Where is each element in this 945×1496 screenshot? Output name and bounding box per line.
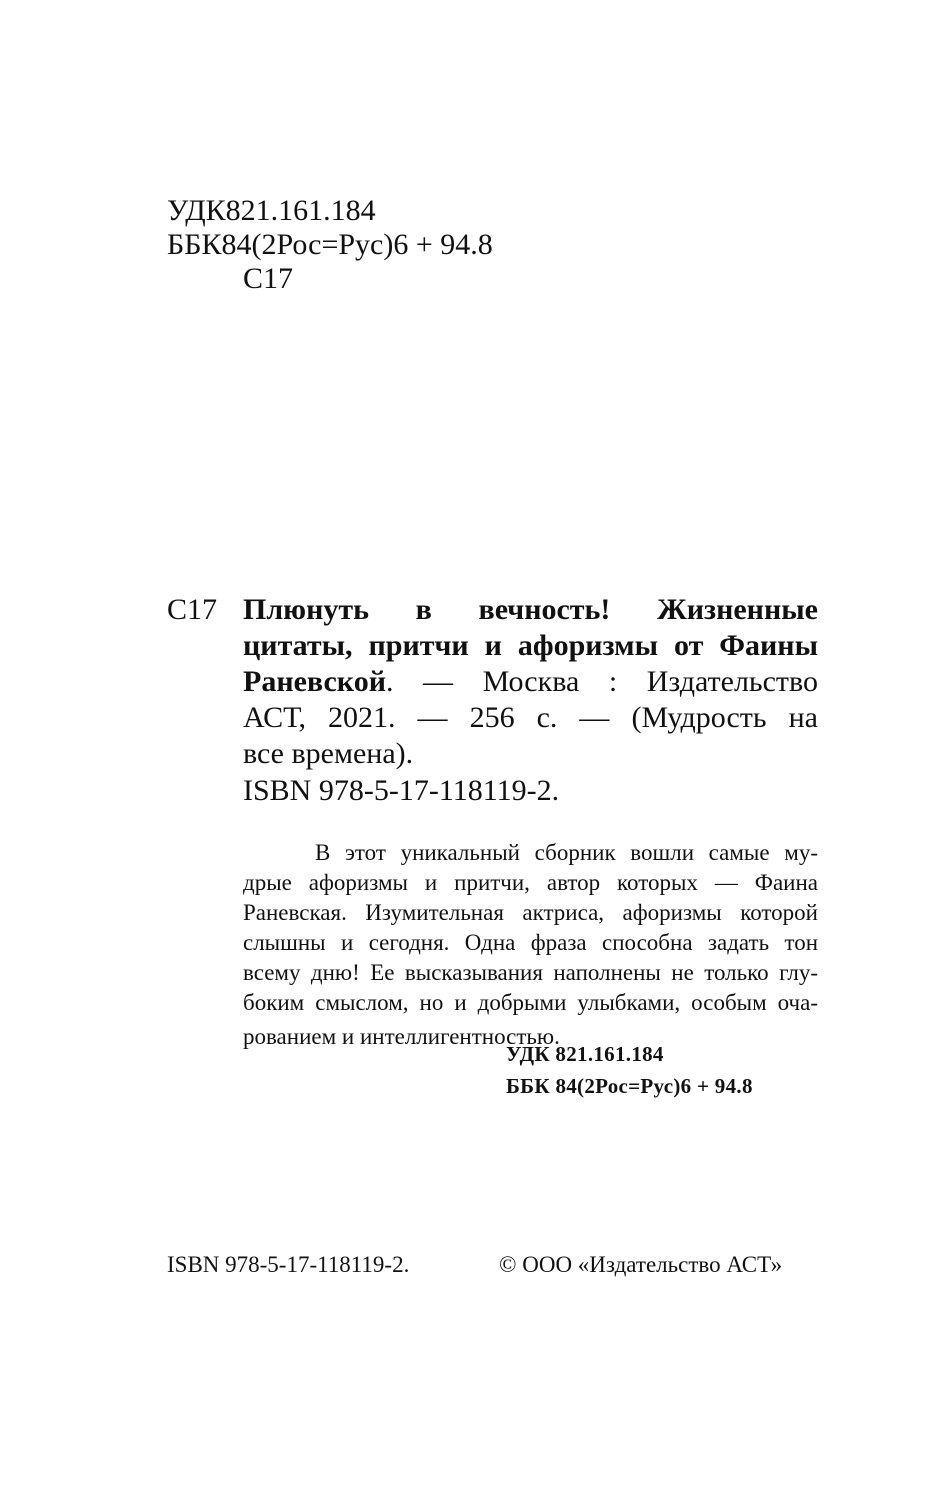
annotation-line: слышны и сегодня. Одна фраза способна задать тон [243, 930, 818, 955]
card-title-part-2: цитаты, притчи и афоризмы от Фаины [243, 629, 818, 662]
header-author-code: С17 [243, 262, 294, 295]
card-title-line-3 [243, 664, 818, 700]
header-udk: УДК821.161.184 [167, 194, 376, 227]
card-publisher-line: АСТ, 2021. — 256 с. — (Мудрость на [243, 701, 818, 734]
card-publisher-place: . — Москва : Издательство [385, 665, 818, 698]
card-title-line-1 [243, 592, 818, 628]
footer-copyright: © ООО «Издательство АСТ» [499, 1252, 783, 1277]
annotation-line: Раневская. Изумительная актриса, афоризмы которой [243, 900, 818, 925]
annotation-line: дрые афоризмы и притчи, автор которых — Фаина [243, 870, 818, 895]
footer-isbn: ISBN 978-5-17-118119-2. [167, 1252, 410, 1277]
annotation-line: рованием и интеллигентностью. [243, 1024, 560, 1049]
annotation-bbk: ББК 84(2Рос=Рус)6 + 94.8 [506, 1074, 753, 1098]
annotation-udk: УДК 821.161.184 [506, 1042, 664, 1066]
annotation-line: В этот уникальный сборник вошли самые му- [315, 840, 818, 865]
card-series-line: все времена). [243, 737, 414, 770]
card-title-part-1: Плюнуть в вечность! Жизненные [243, 593, 818, 626]
card-author-name: Раневской [243, 665, 386, 698]
card-description [243, 592, 818, 772]
card-author-code: С17 [167, 593, 218, 626]
annotation-line: боким смыслом, но и добрыми улыбками, особым оча- [243, 990, 818, 1015]
annotation-line: всему дню! Ее высказывания наполнены не только глу- [243, 960, 818, 985]
annotation [243, 838, 818, 1052]
header-bbk: ББК84(2Рос=Рус)6 + 94.8 [167, 228, 493, 261]
card-isbn: ISBN 978-5-17-118119-2. [243, 774, 560, 807]
card-title-line-2 [243, 628, 818, 664]
